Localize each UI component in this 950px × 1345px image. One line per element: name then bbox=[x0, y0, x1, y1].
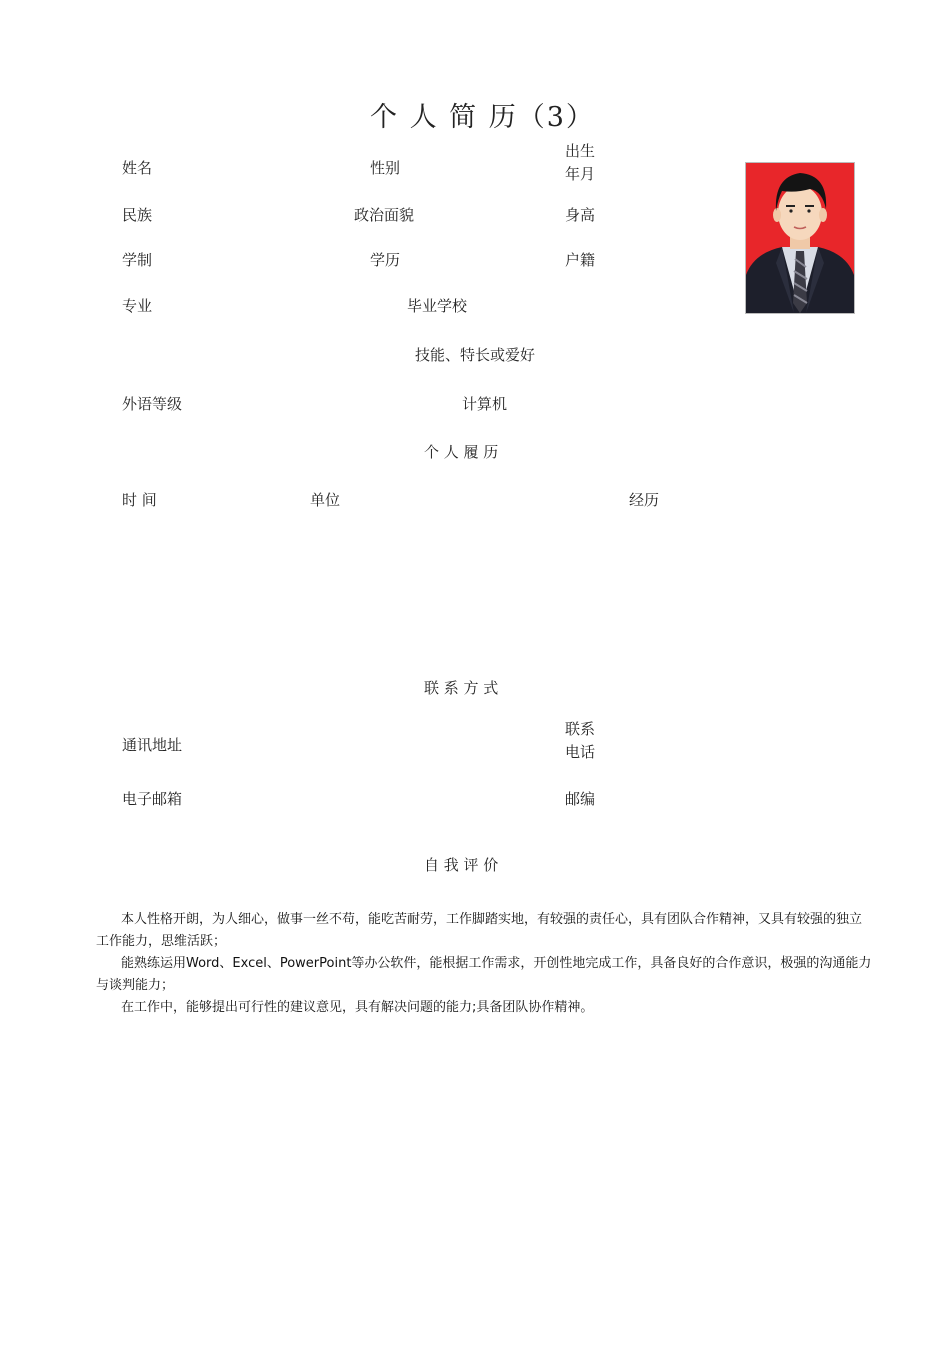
self-eval-p2-line2: 与谈判能力； bbox=[96, 978, 175, 993]
self-eval-p3-line1: 在工作中，能够提出可行性的建议意见，具有解决问题的能力;具备团队协作精神。 bbox=[121, 1000, 594, 1015]
phone-label-line1: 联系 bbox=[565, 720, 596, 738]
postcode-label: 邮编 bbox=[565, 790, 596, 808]
ethnicity-label: 民族 bbox=[122, 206, 153, 224]
politics-label: 政治面貌 bbox=[354, 206, 415, 224]
history-col-time: 时 间 bbox=[122, 491, 157, 509]
birth-label-line2: 年月 bbox=[565, 165, 596, 183]
contact-heading: 联 系 方 式 bbox=[424, 679, 499, 697]
email-label: 电子邮箱 bbox=[122, 790, 183, 808]
birth-label-line1: 出生 bbox=[565, 142, 596, 160]
name-label: 姓名 bbox=[122, 159, 153, 177]
page-title: 个 人 简 历（3） bbox=[370, 102, 595, 133]
major-label: 专业 bbox=[122, 297, 153, 315]
self-eval-p1-line2: 工作能力，思维活跃； bbox=[96, 934, 227, 949]
self-eval-p1-line1: 本人性格开朗，为人细心，做事一丝不苟，能吃苦耐劳，工作脚踏实地，有较强的责任心，具有团队合作精神，又具有较强的独立 bbox=[121, 912, 863, 927]
phone-label-line2: 电话 bbox=[565, 743, 596, 761]
skills-heading: 技能、特长或爱好 bbox=[415, 346, 536, 364]
schooling-label: 学制 bbox=[122, 251, 153, 269]
self-eval-heading: 自 我 评 价 bbox=[424, 856, 499, 874]
self-eval-p2-line1: 能熟练运用Word、Excel、PowerPoint等办公软件，能根据工作需求，开创性地完成工作，具备良好的合作意识，极强的沟通能力 bbox=[121, 956, 872, 971]
school-label: 毕业学校 bbox=[407, 297, 468, 315]
education-label: 学历 bbox=[370, 251, 401, 269]
gender-label: 性别 bbox=[370, 159, 401, 177]
history-heading: 个 人 履 历 bbox=[424, 443, 499, 461]
portrait-photo bbox=[745, 162, 855, 314]
address-label: 通讯地址 bbox=[122, 736, 183, 754]
phone-label bbox=[565, 718, 595, 764]
computer-label: 计算机 bbox=[462, 395, 508, 413]
birth-label bbox=[565, 140, 595, 186]
height-label: 身高 bbox=[565, 206, 596, 224]
portrait-icon bbox=[746, 163, 854, 313]
language-label: 外语等级 bbox=[122, 395, 183, 413]
history-col-unit: 单位 bbox=[310, 491, 341, 509]
history-col-experience: 经历 bbox=[629, 491, 660, 509]
household-label: 户籍 bbox=[565, 251, 596, 269]
